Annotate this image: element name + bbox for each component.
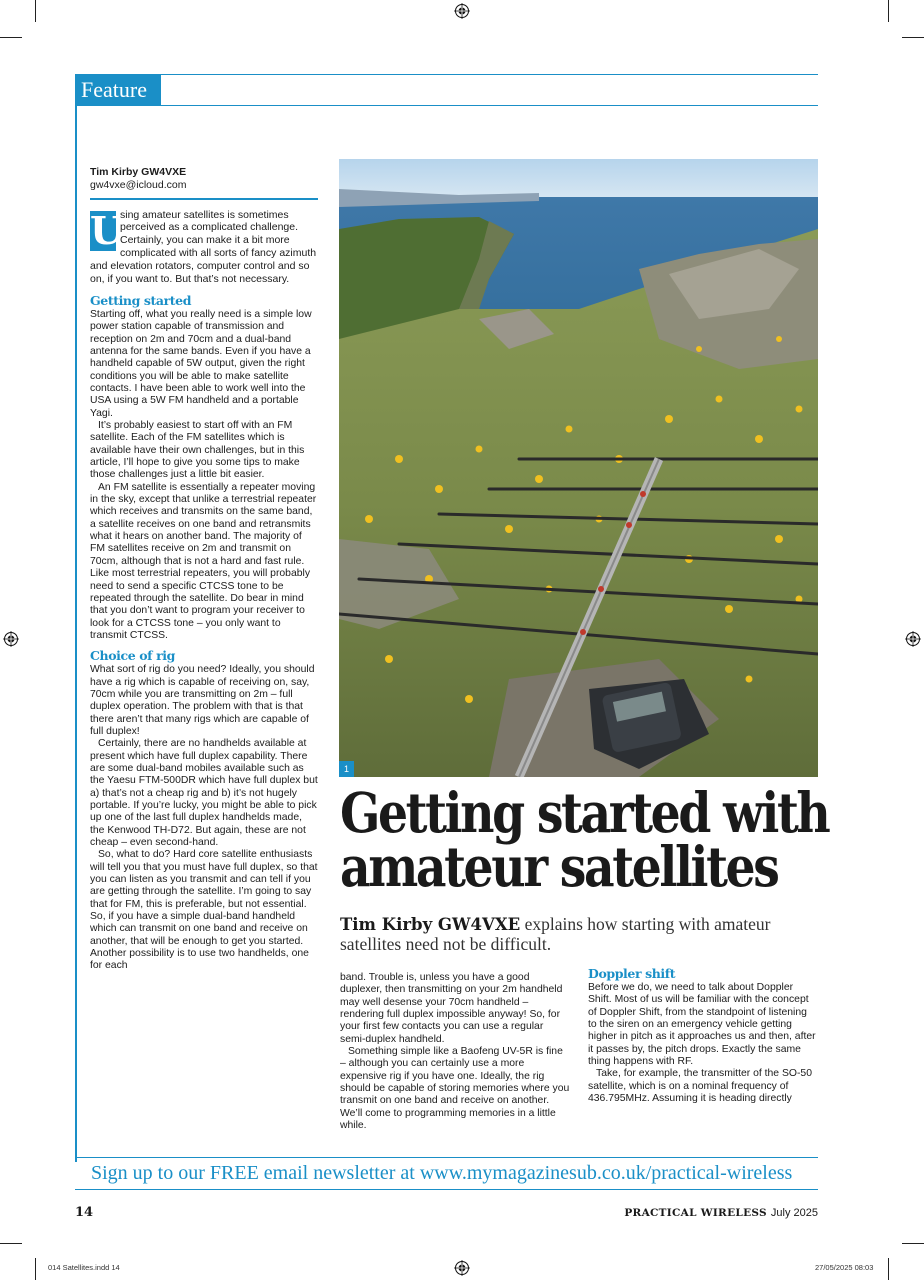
crop-mark [888, 0, 889, 22]
feature-photo [339, 159, 818, 777]
intro-text: sing amateur satellites is sometimes perceived as a complicated challenge. Certainly, you can make it a bit more complicated with all sorts of fancy azimuth and elevation rotators, computer control and so on, if you want to. But that’s not necessary. [90, 208, 317, 286]
author-byline [90, 166, 318, 192]
headline-line-1: Getting started with [340, 780, 829, 845]
byline-rule [90, 198, 318, 200]
slug-file: 014 Satellites.indd 14 [48, 1263, 120, 1272]
registration-mark-icon [905, 631, 921, 647]
section-header-bar [75, 74, 818, 106]
author-name: Tim Kirby GW4VXE [90, 166, 187, 178]
headline-line-2: amateur satellites [340, 834, 778, 899]
paragraph: band. Trouble is, unless you have a good duplexer, then transmitting on your 2m handheld may well desense your 70cm handheld – rendering full duplex impossible anyway! So, for your first few contacts you can use a regular semi-duplex handheld. [340, 972, 563, 1045]
newsletter-signup-link[interactable]: Sign up to our FREE email newsletter at www.mymagazinesub.co.uk/practical-wireless [91, 1162, 793, 1184]
paragraph: Before we do, we need to talk about Doppler Shift. Most of us will be familiar with the concept of Doppler Shift, from the standpoint of listening to the siren on an emergency vehicle getting higher in pitch as it approaches us and then, after it passes by, the pitch drops. Exactly the same thing happens with RF. [588, 982, 816, 1068]
standfirst-author: Tim Kirby GW4VXE [340, 915, 521, 934]
heading-choice-of-rig: Choice of rig [90, 648, 175, 664]
crop-mark [888, 1258, 889, 1280]
registration-mark-icon [454, 3, 470, 19]
standfirst [340, 915, 820, 954]
paragraph: Take, for example, the transmitter of the SO-50 satellite, which is on a nominal frequency of 436.795MHz. Assuming it is heading directly [588, 1068, 812, 1105]
paragraph: An FM satellite is essentially a repeater moving in the sky, except that unlike a terrestrial repeater which receives and transmits on the same band, a satellite receives on one band and retransmits what it hears on another band. The majority of FM satellites receive on 2m and transmit on 70cm, although that is not a hard and fast rule. Like most terrestrial repeaters, you will probably need to send a specific CTCSS tone to be repeated through the satellite. Do bear in mind that you don’t want to program your receiver to look for a CTCSS tone – you only want to transmit CTCSS. [90, 481, 317, 641]
crop-mark [35, 0, 36, 22]
crop-mark [902, 1243, 924, 1244]
registration-mark-icon [454, 1260, 470, 1276]
dropcap: U [90, 207, 124, 253]
crop-mark [0, 1243, 22, 1244]
paragraph: Something simple like a Baofeng UV-5R is fine – although you can certainly use a more expensive rig if you have one. Ideally, the rig should be capable of storing memories where you transmit on one band and receive on another. We’ll come to programming memories in a little while. [340, 1046, 570, 1132]
registration-mark-icon [3, 631, 19, 647]
page-number: 14 [75, 1205, 94, 1220]
section-label: Feature [75, 74, 161, 106]
intro-paragraph [90, 209, 318, 286]
crop-mark [0, 37, 22, 38]
paragraph: So, what to do? Hard core satellite enthusiasts will tell you that you must have full duplex, so that you can listen as you transmit and can tell if you are getting through the satellite. I’m going to say that for FM, this is preferable, but not essential. So, if you have a simple dual-band handheld which can transmit on one band and receive on another, that will be enough to get you started. Another possibility is to use two handhelds, one for each [90, 849, 318, 972]
photo-number-badge: 1 [339, 761, 354, 777]
heading-doppler-shift: Doppler shift [588, 966, 676, 981]
middle-column [340, 972, 570, 1132]
headline [340, 780, 829, 899]
right-column [588, 964, 818, 1105]
crop-mark [35, 1258, 36, 1280]
paragraph: Certainly, there are no handhelds available at present which have full duplex capability. There are some dual-band mobiles available such as the Yaesu FTM-500DR which have full duplex but a) that’s not a cheap rig and b) it’s not hugely portable. If you’re lucky, you might be able to pick up one of the last full duplex handhelds made, the Kenwood TH-D72. But again, these are not cheap – even second-hand. [90, 738, 318, 849]
magazine-folio [624, 1207, 818, 1219]
yagi-antenna-photo [339, 159, 818, 777]
slug-datetime: 27/05/2025 08:03 [815, 1263, 874, 1272]
paragraph: Starting off, what you really need is a simple low power station capable of transmission and reception on 2m and 70cm and a dual-band antenna for the same bands. Even if you have a handheld capable of 5W output, given the right conditions you will be able to make satellite contacts. I have been able to work well into the USA using a 5W FM handheld and a portable Yagi. [90, 308, 312, 419]
author-email[interactable]: gw4vxe@icloud.com [90, 179, 187, 191]
paragraph: It’s probably easiest to start off with an FM satellite. Each of the FM satellites which is available have their own challenges, but in this article, I’ll hope to give you some tips to make those challenges just a little bit easier. [90, 420, 305, 481]
left-column [90, 166, 318, 973]
issue-date: July 2025 [770, 1207, 818, 1219]
standfirst-text: explains how starting with amateur satellites need not be difficult. [340, 914, 771, 954]
page-left-rule [75, 106, 77, 1162]
crop-mark [902, 37, 924, 38]
paragraph: What sort of rig do you need? Ideally, you should have a rig which is capable of receiving on, say, 70cm while you are transmitting on 2m – full duplex operation. The problem with that is that there aren’t that many rigs which are capable of full duplex! [90, 664, 315, 737]
heading-getting-started: Getting started [90, 292, 192, 308]
magazine-name: PRACTICAL WIRELESS [624, 1207, 767, 1219]
